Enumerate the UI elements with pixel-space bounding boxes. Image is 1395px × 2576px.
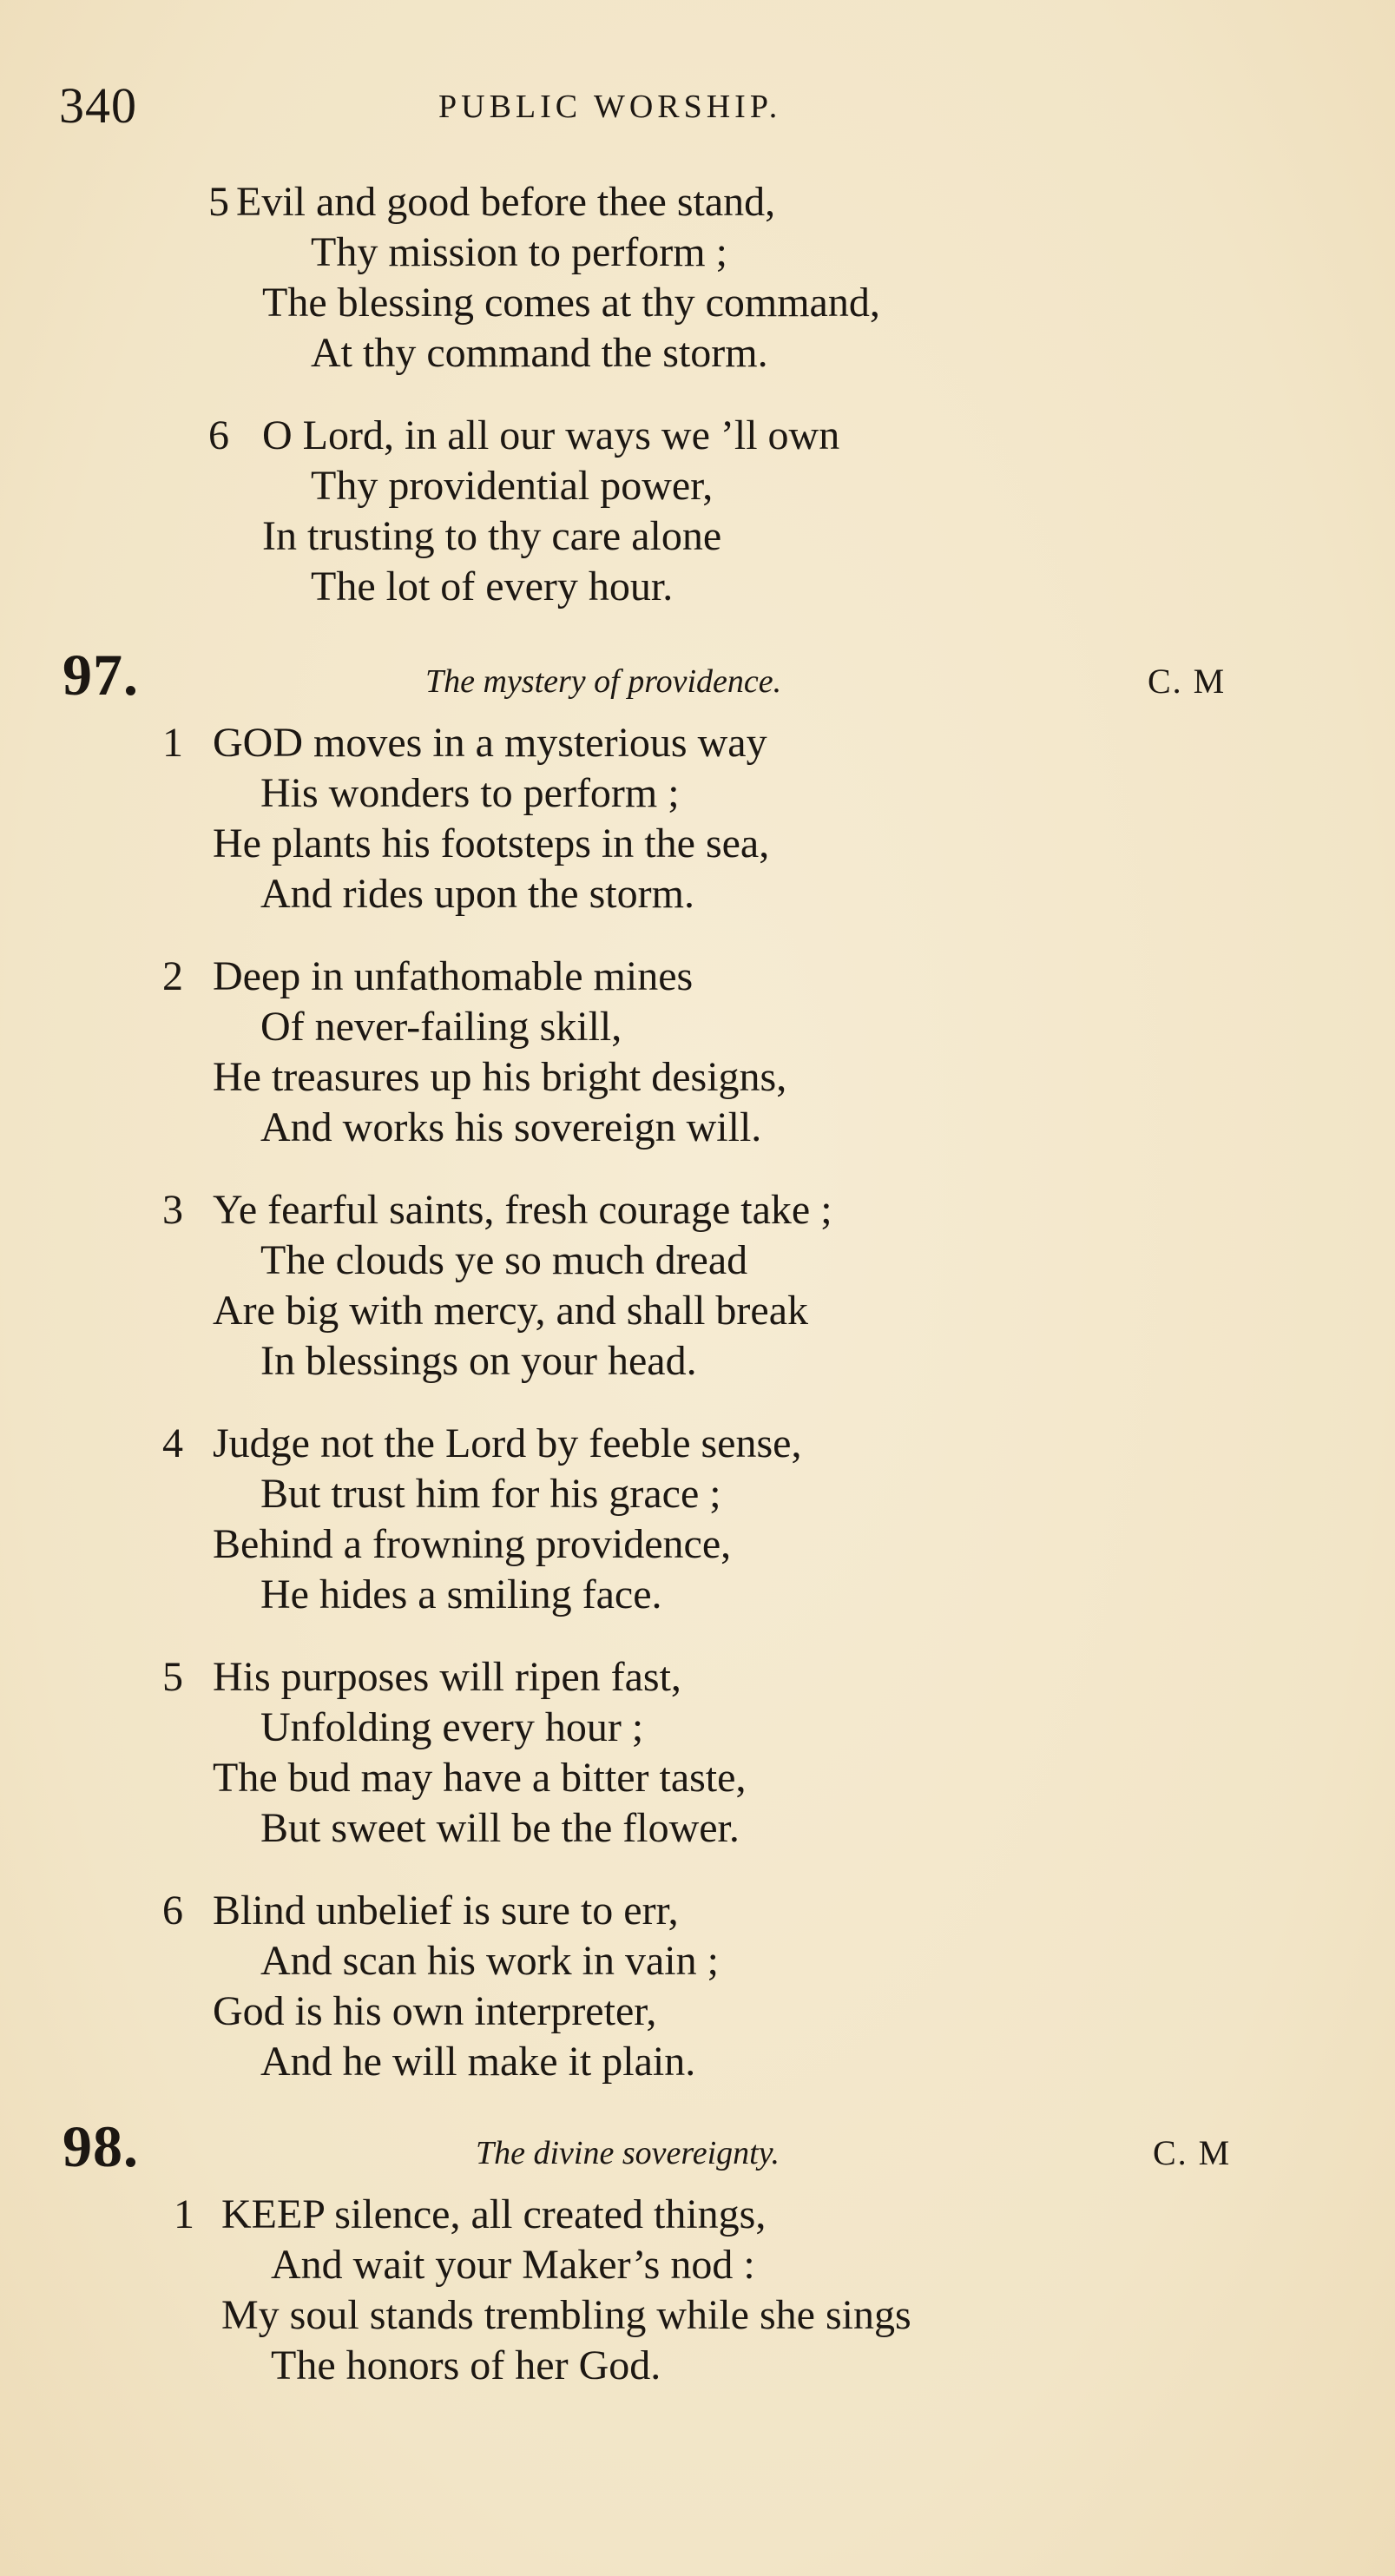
verse-line: His wonders to perform ;	[260, 770, 680, 816]
verse-line: GOD moves in a mysterious way	[213, 720, 767, 766]
verse-line: And wait your Maker’s nod :	[271, 2242, 755, 2288]
hymn-title: The mystery of providence.	[425, 663, 782, 700]
verse-line: Thy providential power,	[311, 463, 714, 509]
hymn-number: 98.	[63, 2113, 139, 2179]
verse-line: But trust him for his grace ;	[260, 1471, 721, 1517]
verse-line: Unfolding every hour ;	[260, 1704, 644, 1750]
verse-line: Are big with mercy, and shall break	[213, 1288, 808, 1334]
stanza-number: 5	[208, 179, 229, 225]
stanza-number: 6	[162, 1888, 183, 1934]
hymn-number: 97.	[63, 642, 139, 708]
verse-line: But sweet will be the flower.	[260, 1805, 740, 1851]
verse-line: He plants his footsteps in the sea,	[213, 820, 770, 866]
hymn-title: The divine sovereignty.	[476, 2135, 780, 2171]
hymn-meter: C. M	[1148, 662, 1227, 701]
verse-line: He treasures up his bright designs,	[213, 1054, 787, 1100]
stanza-number: 1	[174, 2191, 194, 2237]
stanza-number: 2	[162, 953, 183, 999]
verse-line: And scan his work in vain ;	[260, 1938, 719, 1984]
verse-line: The bud may have a bitter taste,	[213, 1755, 747, 1801]
verse-line: KEEP silence, all created things,	[221, 2191, 767, 2237]
verse-line: He hides a smiling face.	[260, 1571, 662, 1617]
running-title: PUBLIC WORSHIP.	[438, 89, 782, 125]
verse-line: God is his own interpreter,	[213, 1988, 657, 2034]
verse-line: And works his sovereign will.	[260, 1104, 762, 1150]
verse-line: And he will make it plain.	[260, 2039, 696, 2085]
stanza-number: 6	[208, 412, 229, 458]
verse-line: Blind unbelief is sure to err,	[213, 1888, 679, 1934]
verse-line: And rides upon the storm.	[260, 871, 694, 917]
verse-line: In trusting to thy care alone	[262, 513, 722, 559]
verse-line: My soul stands trembling while she sings	[221, 2292, 911, 2338]
hymn-meter: C. M	[1153, 2133, 1232, 2172]
page-number: 340	[59, 77, 137, 134]
stanza-number: 4	[162, 1420, 183, 1466]
verse-line: Behind a frowning providence,	[213, 1521, 732, 1567]
verse-line: Ye fearful saints, fresh courage take ;	[213, 1187, 832, 1233]
verse-line: The blessing comes at thy command,	[262, 280, 880, 326]
verse-line: In blessings on your head.	[260, 1338, 697, 1384]
verse-line: Thy mission to perform ;	[311, 229, 727, 275]
verse-line: Deep in unfathomable mines	[213, 953, 694, 999]
verse-line: At thy command the storm.	[311, 330, 768, 376]
verse-line: His purposes will ripen fast,	[213, 1654, 681, 1700]
verse-line: The honors of her God.	[271, 2342, 661, 2388]
stanza-number: 5	[162, 1654, 183, 1700]
verse-line: Evil and good before thee stand,	[236, 179, 776, 225]
verse-line: The lot of every hour.	[311, 563, 674, 609]
verse-line: Judge not the Lord by feeble sense,	[213, 1420, 802, 1466]
stanza-number: 3	[162, 1187, 183, 1233]
verse-line: Of never-failing skill,	[260, 1004, 622, 1050]
verse-line: The clouds ye so much dread	[260, 1237, 748, 1283]
verse-line: O Lord, in all our ways we ’ll own	[262, 412, 840, 458]
stanza-number: 1	[162, 720, 183, 766]
